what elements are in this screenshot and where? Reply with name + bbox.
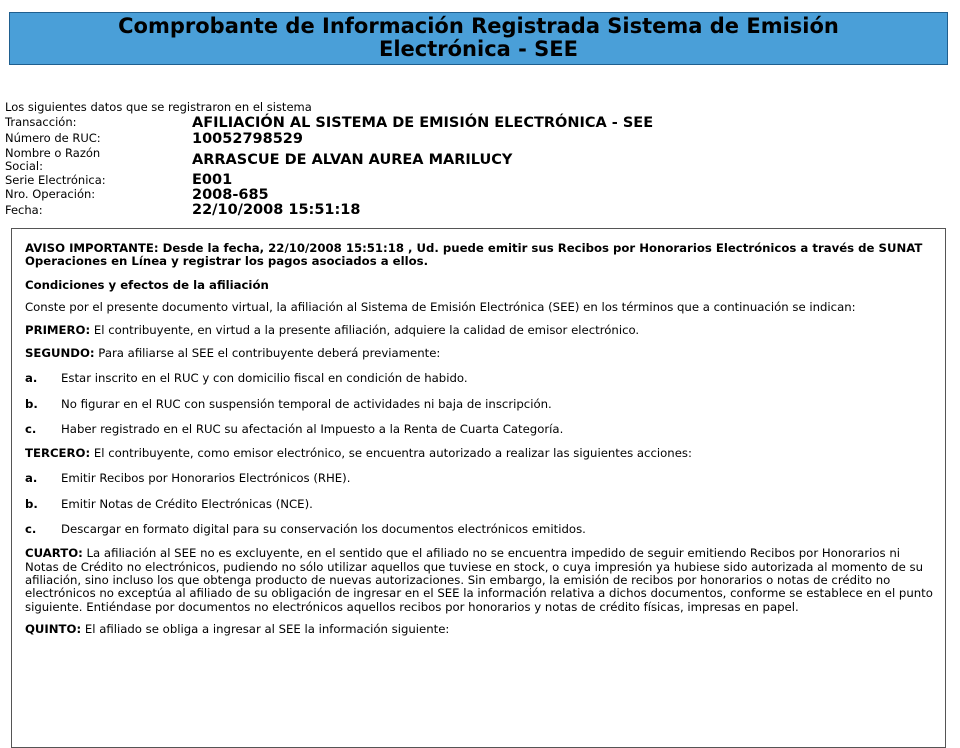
name-row (5, 146, 945, 173)
list-item-letter: c. (25, 421, 37, 436)
name-label: Nombre o Razón Social: (5, 146, 101, 173)
page-title-line-1: Comprobante de Información Registrada Sistema de Emisión (118, 14, 839, 38)
list-item-text: Emitir Recibos por Honorarios Electrónicos (RHE). (61, 471, 351, 486)
name-value: ARRASCUE DE ALVAN AUREA MARILUCY (192, 151, 513, 168)
segundo-label: SEGUNDO: (25, 345, 95, 360)
operation-row (5, 187, 945, 202)
list-item (25, 423, 933, 436)
list-item-text: Estar inscrito en el RUC y con domicilio fiscal en condición de habido. (61, 371, 468, 386)
important-notice-box (11, 228, 946, 748)
cuarto-text: La afiliación al SEE no es excluyente, en el sentido que el afiliado no se encuentra impedido de seguir emitiendo Recibos por Honorarios ni Notas de Crédito no electrónicos, pudiendo no sólo utilizar aquellos que tuviese en stock, o cuya impresión ya hubiese sido autorizada al momento de su afiliación, sino incluso los que obtenga producto de nuevas autorizaciones. Sin embargo, la emisión de recibos por honorarios o notas de crédito no electrónicos no exceptúa al afiliado de su obligación de ingresar en el SEE la información relativa a dichos documentos, conforme se establece en el punto siguiente. Entiéndase por documentos no electrónicos aquellos recibos por honorarios y notas de crédito físicas, impresas en papel. (25, 546, 933, 614)
operation-label: Nro. Operación: (5, 187, 96, 202)
cuarto-label: CUARTO: (25, 546, 83, 561)
tercero-label: TERCERO: (25, 446, 91, 461)
quinto-label: QUINTO: (25, 622, 82, 637)
ruc-value: 10052798529 (192, 130, 303, 147)
serie-row (5, 173, 945, 187)
date-value: 22/10/2008 15:51:18 (192, 202, 361, 218)
list-item-text: No figurar en el RUC con suspensión temporal de actividades ni baja de inscripción. (61, 396, 552, 411)
list-item-letter: b. (25, 396, 38, 411)
quinto-text: El afiliado se obliga a ingresar al SEE la información siguiente: (81, 622, 450, 637)
transaction-row (5, 114, 945, 131)
list-item-text: Emitir Notas de Crédito Electrónicas (NCE). (61, 496, 313, 511)
primero-text: El contribuyente, en virtud a la presente afiliación, adquiere la calidad de emisor electrónico. (90, 323, 640, 338)
registration-info (5, 100, 945, 218)
primero-label: PRIMERO: (25, 323, 91, 338)
date-label: Fecha: (5, 202, 43, 217)
primero-paragraph (25, 324, 933, 337)
operation-value: 2008-685 (192, 186, 269, 203)
tercero-paragraph (25, 447, 933, 460)
ruc-label: Número de RUC: (5, 131, 101, 146)
list-item (25, 472, 933, 485)
list-item-letter: b. (25, 496, 38, 511)
list-item (25, 372, 933, 385)
cuarto-paragraph (25, 547, 933, 613)
conste-paragraph: Conste por el presente documento virtual, la afiliación al Sistema de Emisión Electrónica (SEE) en los términos que a continuación se indican: (25, 300, 856, 315)
list-item-letter: a. (25, 371, 38, 386)
segundo-paragraph (25, 347, 933, 360)
ruc-row (5, 131, 945, 146)
aviso-importante: AVISO IMPORTANTE: Desde la fecha, 22/10/2008 15:51:18 , Ud. puede emitir sus Recibos por Honorarios Electrónicos a través de SUNAT Operaciones en Línea y registrar los pagos asociados a ellos. (25, 241, 923, 269)
list-item-text: Descargar en formato digital para su conservación los documentos electrónicos emitidos. (61, 522, 586, 537)
quinto-paragraph (25, 623, 933, 636)
list-item-letter: c. (25, 522, 37, 537)
transaction-label: Transacción: (5, 115, 77, 130)
info-intro: Los siguientes datos que se registraron en el sistema (5, 100, 312, 114)
page-title-line-2: Electrónica - SEE (379, 37, 578, 61)
date-row (5, 202, 945, 218)
list-item-text: Haber registrado en el RUC su afectación al Impuesto a la Renta de Cuarta Categoría. (61, 421, 564, 436)
page-title (9, 12, 948, 65)
list-item (25, 398, 933, 411)
segundo-text: Para afiliarse al SEE el contribuyente deberá previamente: (94, 345, 441, 360)
list-item-letter: a. (25, 471, 38, 486)
tercero-text: El contribuyente, como emisor electrónico, se encuentra autorizado a realizar las siguientes acciones: (90, 446, 692, 461)
serie-label: Serie Electrónica: (5, 172, 106, 187)
list-item (25, 498, 933, 511)
transaction-value: AFILIACIÓN AL SISTEMA DE EMISIÓN ELECTRÓNICA - SEE (192, 114, 654, 131)
list-item (25, 523, 933, 536)
conditions-heading: Condiciones y efectos de la afiliación (25, 277, 269, 292)
serie-value: E001 (192, 172, 233, 188)
